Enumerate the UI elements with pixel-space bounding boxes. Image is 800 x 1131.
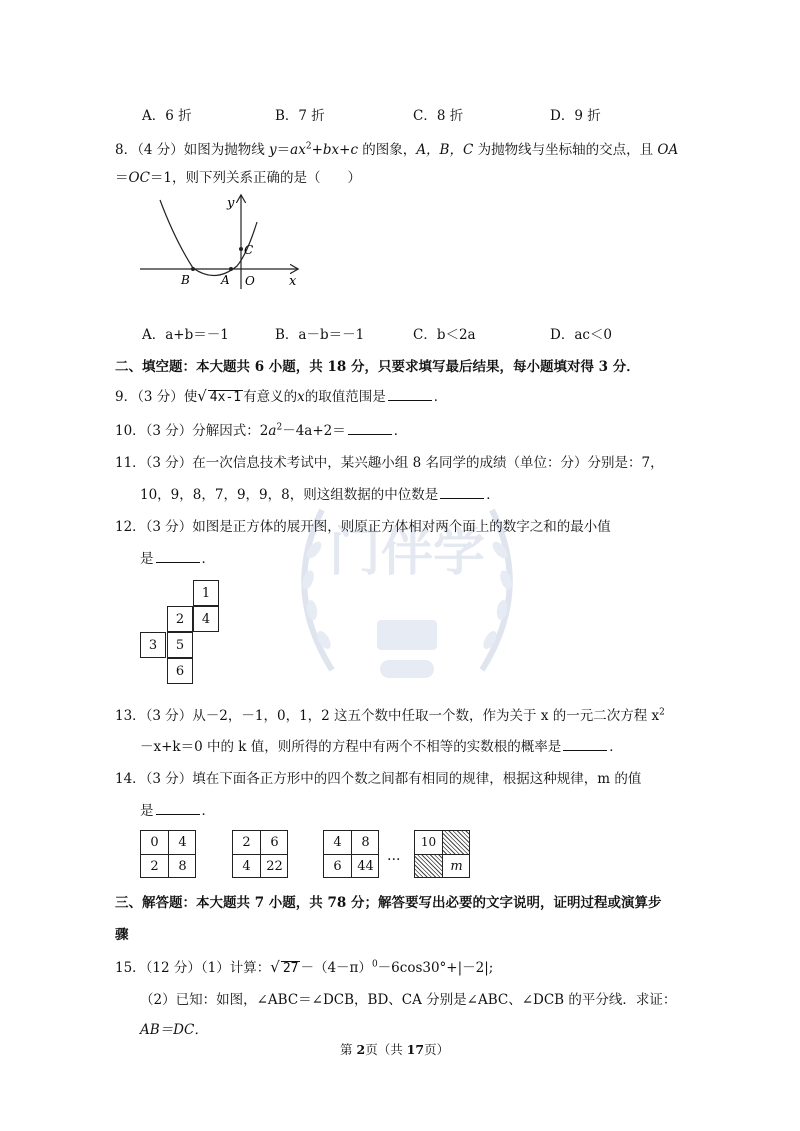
q15-part2-line2: AB＝DC． [140,1022,208,1038]
q11-stem-line2: 10，9，8，7，9，9，8，则这组数据的中位数是 ． [140,487,500,503]
section2-heading: 二、填空题：本大题共 6 小题，共 18 分，只要求填写最后结果，每小题填对得 3 分． [115,359,640,375]
section3-heading-line1: 三、解答题：本大题共 7 小题，共 78 分；解答要写出必要的文字说明，证明过程或演算步 [115,895,662,911]
q14-answer-blank[interactable] [156,802,200,815]
hatched-cell [415,855,442,877]
q15-part2-line1: （2）已知：如图，∠ABC＝∠DCB，BD、CA 分别是∠ABC、∠DCB 的平分线．求证： [140,992,677,1008]
q8-option-b: B．a－b＝－1 [275,327,365,343]
q13-stem-line2: －x+k＝0 中的 k 值，则所得的方程中有两个不相等的实数根的概率是 ． [140,739,623,755]
q11-stem-line1: 11．（3 分）在一次信息技术考试中，某兴趣小组 8 名同学的成绩（单位：分）分别是：7， [115,455,664,471]
label-c: C [244,243,254,257]
parabola-curve [160,200,257,276]
q14-square: 0 4 2 8 [140,830,196,878]
q11-answer-blank[interactable] [440,486,484,499]
q9-answer-blank[interactable] [388,388,432,401]
q8-option-c: C．b＜2a [413,327,476,343]
q13-answer-blank[interactable] [563,738,607,751]
label-o: O [245,274,255,288]
watermark-logo [262,470,552,720]
q14-stem-line2: 是 ． [140,803,215,819]
cube-face: 2 [167,606,193,632]
q10-answer-blank[interactable] [348,422,392,435]
point-a [229,267,233,271]
cube-face: 1 [193,580,219,606]
point-b [191,267,195,271]
label-y: y [227,196,235,211]
q12-stem-line2: 是 ． [140,551,215,567]
label-a: A [221,273,230,287]
point-c [239,247,243,251]
q12-answer-blank[interactable] [156,550,200,563]
q10-stem: 10．（3 分）分解因式：$2a^2-4a+2=$ ． [115,422,408,439]
q7-option-a: A．6 折 [142,108,192,124]
page-footer: 第 2页（共 17页） [340,1042,450,1057]
section3-heading-line2: 骤 [115,927,129,943]
q8-stem-line2: ＝OC＝1，则下列关系正确的是（ ） [115,170,361,186]
q7-option-d: D．9 折 [550,108,601,124]
q14-ellipsis: … [387,848,401,864]
q14-square: 4 8 6 44 [323,830,379,878]
q14-stem-line1: 14．（3 分）填在下面各正方形中的四个数之间都有相同的规律，根据这种规律，m 的值 [115,771,642,787]
q14-square: 2 6 4 22 [232,830,288,878]
q8-option-d: D．ac＜0 [550,327,613,343]
q9-stem: 9．（3 分）使√ 4x-1 有意义的x的取值范围是 ． [115,387,448,405]
q15-part1: 15．（12 分）（1）计算：√ $27 -(4-\pi)^0-6\cos 30^\circ+|-2|$; [115,958,494,976]
q7-option-b: B．7 折 [275,108,325,124]
q14-square-unknown: 10 m [414,830,470,878]
watermark-text: 门伴学 [328,523,486,583]
q13-stem-line1: 13．（3 分）从－2，－1，0，1，2 这五个数中任取一个数，作为关于 x 的一元二次方程 $x^2$ [115,707,665,724]
label-x: x [289,274,297,289]
label-b: B [181,273,190,287]
q8-stem-line1: 8．（4 分）如图为抛物线 $y=ax^2+bx+c$ 的图象，A，B，C 为抛物线与坐标轴的交点，且 OA [115,141,679,158]
cube-face: 5 [167,632,193,658]
q12-stem-line1: 12．（3 分）如图是正方体的展开图，则原正方体相对两个面上的数字之和的最小值 [115,519,611,535]
cube-face: 4 [193,606,219,632]
q7-option-c: C．8 折 [413,108,464,124]
hatched-cell [443,831,469,854]
q8-parabola-graph [135,192,305,292]
cube-face: 6 [167,658,193,684]
cube-face: 3 [140,632,166,658]
q8-option-a: A．a+b＝－1 [142,327,229,343]
